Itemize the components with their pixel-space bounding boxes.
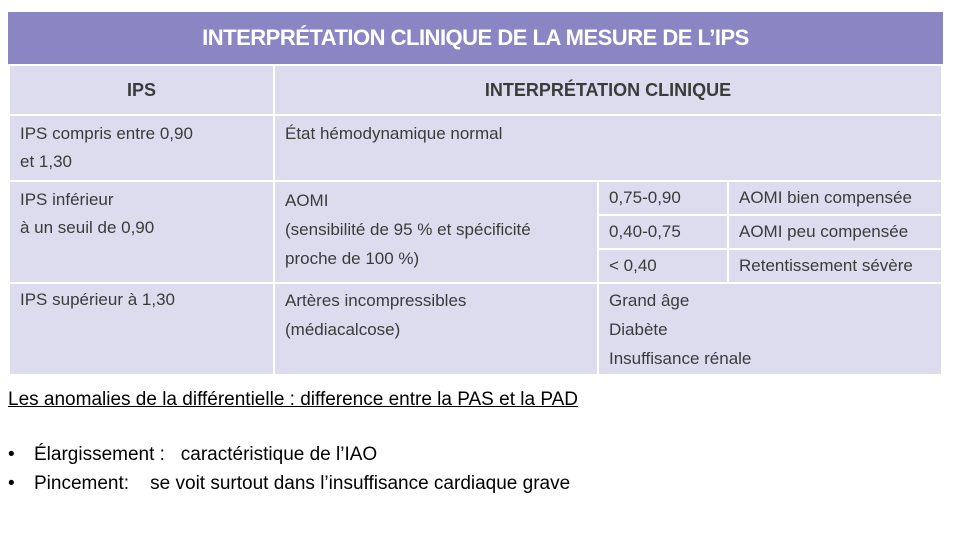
cell-line: (médiacalcose)	[285, 320, 401, 339]
cell-line: et 1,30	[20, 152, 72, 171]
ips-cell	[9, 115, 274, 181]
list-item	[8, 473, 570, 502]
cell-line: Artères incompressibles	[285, 291, 467, 310]
cause-item: Insuffisance rénale	[609, 349, 752, 368]
bullet-list	[8, 444, 570, 502]
bullet-term: Pincement:	[34, 473, 151, 494]
meaning-cell: Retentissement sévère	[728, 249, 942, 283]
range-cell: 0,75-0,90	[598, 181, 728, 215]
cell-line: IPS compris entre 0,90	[20, 124, 193, 143]
caption: Les anomalies de la différentielle : difference entre la PAS et la PAD	[8, 389, 578, 410]
cell-line: IPS inférieur	[20, 190, 114, 209]
range-cell: < 0,40	[598, 249, 728, 283]
header-ips: IPS	[9, 65, 274, 115]
cell-line: proche de 100 %)	[285, 249, 420, 268]
cause-item: Grand âge	[609, 291, 690, 310]
interpretation-cell	[274, 283, 598, 375]
table-header-row	[9, 65, 942, 115]
bullet-term: Élargissement :	[34, 444, 181, 465]
cell-line: (sensibilité de 95 % et spécificité	[285, 220, 531, 239]
ips-cell	[9, 181, 274, 283]
range-cell: 0,40-0,75	[598, 215, 728, 249]
cause-item: Diabète	[609, 320, 668, 339]
interpretation-cell: État hémodynamique normal	[274, 115, 942, 181]
bullet-text: caractéristique de l’IAO	[180, 444, 378, 465]
ips-cell: IPS supérieur à 1,30	[9, 283, 274, 375]
cell-line: à un seuil de 0,90	[20, 218, 155, 237]
causes-cell	[598, 283, 942, 375]
ips-table-figure	[8, 12, 943, 376]
list-item	[8, 444, 570, 473]
ips-table	[8, 64, 943, 376]
interpretation-cell	[274, 181, 598, 283]
table-row	[9, 283, 942, 375]
cell-line: AOMI	[285, 191, 329, 210]
meaning-cell: AOMI peu compensée	[728, 215, 942, 249]
meaning-cell: AOMI bien compensée	[728, 181, 942, 215]
bullet-dot-icon: •	[8, 444, 15, 465]
table-title: INTERPRÉTATION CLINIQUE DE LA MESURE DE L’IPS	[8, 12, 943, 64]
bullet-text: se voit surtout dans l’insuffisance cardiaque grave	[150, 473, 571, 494]
table-row	[9, 181, 942, 215]
table-row	[9, 115, 942, 181]
header-interpretation: INTERPRÉTATION CLINIQUE	[274, 65, 942, 115]
bullet-dot-icon: •	[8, 473, 15, 494]
